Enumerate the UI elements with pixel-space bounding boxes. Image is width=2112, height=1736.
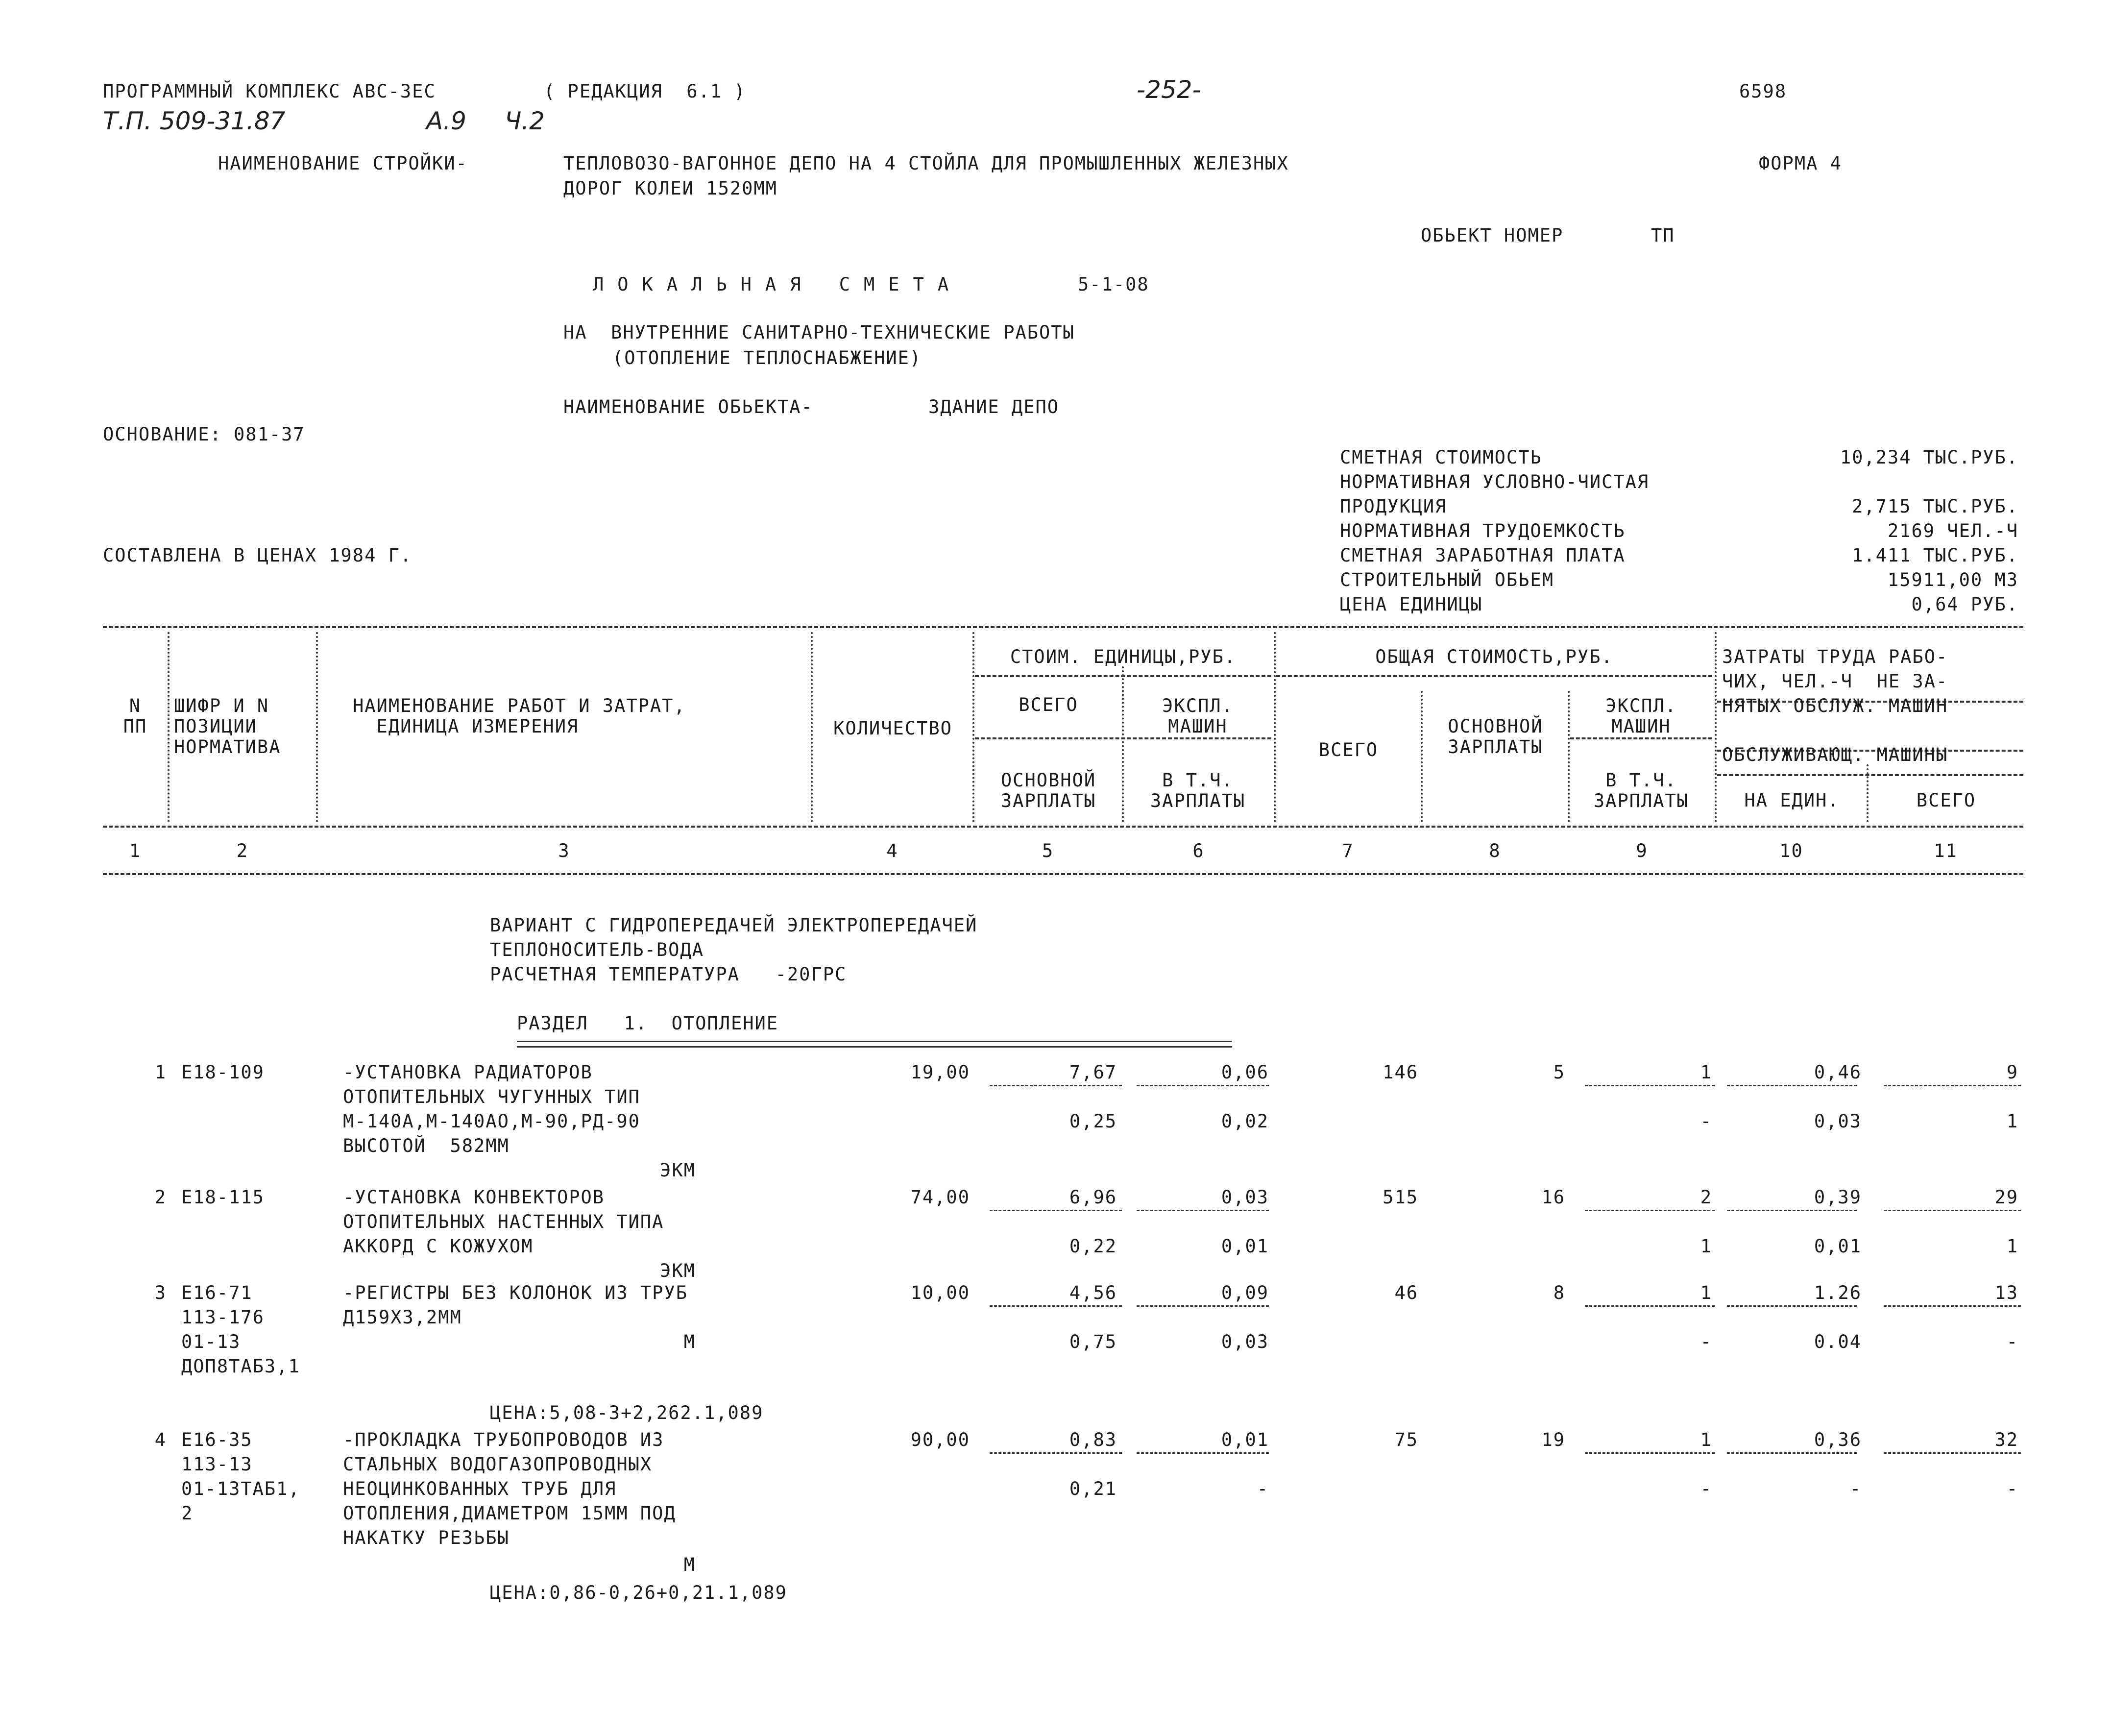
document-code: 6598 [1739, 81, 1787, 102]
col-sep [1568, 691, 1570, 822]
col-sep [1274, 632, 1276, 822]
column-number: 4 [886, 840, 898, 861]
row-name: -УСТАНОВКА РАДИАТОРОВ [343, 1062, 593, 1083]
cell-divider [990, 1210, 1122, 1211]
column-number: 6 [1192, 840, 1205, 861]
col-header-labor-line2: ЧИХ, ЧЕЛ.-Ч НЕ ЗА- [1722, 671, 1948, 692]
row-code: 113-176 [181, 1307, 265, 1328]
cell-divider [1137, 1305, 1269, 1307]
summary-value: 2169 ЧЕЛ.-Ч [1887, 520, 2018, 541]
row-total-machines: 1 [1700, 1282, 1712, 1303]
row-labor-total: 9 [2006, 1062, 2018, 1083]
row-maint-unit: - [1849, 1478, 1862, 1499]
row-code: Е18-109 [181, 1062, 265, 1083]
col-header-5-top: ВСЕГО [1019, 694, 1078, 715]
row-code: 2 [181, 1503, 194, 1524]
row-quantity: 74,00 [910, 1187, 970, 1208]
row-name: Д159Х3,2ММ [343, 1307, 462, 1328]
column-number: 7 [1342, 840, 1354, 861]
header-rule [1276, 675, 1712, 677]
row-code: 01-13ТАБ1, [181, 1478, 300, 1499]
row-maint-total: - [2006, 1331, 2018, 1352]
column-number: 9 [1636, 840, 1648, 861]
cell-divider [1884, 1085, 2021, 1086]
header-rule-bottom [103, 873, 2023, 875]
row-total-machine-wage: - [1700, 1111, 1712, 1132]
row-name: НАКАТКУ РЕЗЬБЫ [343, 1527, 510, 1548]
row-unit-machine-wage: 0,01 [1221, 1236, 1269, 1257]
summary-value: 2,715 ТЫС.РУБ. [1852, 496, 2018, 517]
summary-label: СТРОИТЕЛЬНЫЙ ОБЬЕМ [1340, 569, 1554, 590]
col-header-labor-line4: ОБСЛУЖИВАЮЩ. МАШИНЫ [1722, 744, 1948, 765]
col-header-name: НАИМЕНОВАНИЕ РАБОТ И ЗАТРАТ, ЕДИНИЦА ИЗМЕРЕНИЯ [353, 695, 686, 737]
variant-line3: РАСЧЕТНАЯ ТЕМПЕРАТУРА -20ГРС [490, 964, 847, 985]
col-sep [1122, 666, 1124, 822]
col-sep [811, 632, 813, 822]
row-name: М-140А,М-140АО,М-90,РД-90 [343, 1111, 640, 1132]
col-sep [168, 632, 170, 822]
row-code: 01-13 [181, 1331, 241, 1352]
row-total: 46 [1394, 1282, 1418, 1303]
row-quantity: 90,00 [910, 1429, 970, 1450]
handwritten-album: А.9 [426, 107, 466, 135]
row-labor-unit: 0,36 [1814, 1429, 1862, 1450]
summary-label: СМЕТНАЯ СТОИМОСТЬ [1340, 447, 1542, 468]
summary-label: ЦЕНА ЕДИНИЦЫ [1340, 594, 1483, 615]
cell-divider [1884, 1305, 2021, 1307]
row-total: 515 [1383, 1187, 1418, 1208]
row-total-machine-wage: - [1700, 1478, 1712, 1499]
row-total-wage: 8 [1553, 1282, 1565, 1303]
section-title: РАЗДЕЛ 1. ОТОПЛЕНИЕ [517, 1013, 779, 1034]
row-maint-unit: 0,03 [1814, 1111, 1862, 1132]
row-total-machines: 1 [1700, 1429, 1712, 1450]
column-number: 3 [558, 840, 570, 861]
cell-divider [1585, 1452, 1715, 1454]
row-unit-machines: 0,01 [1221, 1429, 1269, 1450]
row-labor-unit: 0,39 [1814, 1187, 1862, 1208]
col-header-total-cost: ОБЩАЯ СТОИМОСТЬ,РУБ. [1375, 646, 1613, 667]
col-sep [316, 632, 318, 822]
row-total-machines: 2 [1700, 1187, 1712, 1208]
row-unit-machines: 0,03 [1221, 1187, 1269, 1208]
row-total-machines: 1 [1700, 1062, 1712, 1083]
row-unit-machines: 0,09 [1221, 1282, 1269, 1303]
row-labor-total: 29 [1994, 1187, 2018, 1208]
row-total-wage: 16 [1541, 1187, 1565, 1208]
row-unit: М [683, 1554, 696, 1575]
col-header-7: ВСЕГО [1318, 739, 1379, 760]
header-rule [975, 737, 1271, 739]
construction-name-line1: ТЕПЛОВОЗО-ВАГОННОЕ ДЕПО НА 4 СТОЙЛА ДЛЯ ПРОМЫШЛЕННЫХ ЖЕЛЕЗНЫХ [563, 153, 1289, 174]
column-number: 1 [129, 840, 142, 861]
cell-divider [990, 1085, 1122, 1086]
row-unit: М [683, 1331, 696, 1352]
row-labor-unit: 0,46 [1814, 1062, 1862, 1083]
row-unit-machine-wage: - [1257, 1478, 1269, 1499]
row-total-wage: 19 [1541, 1429, 1565, 1450]
column-number: 10 [1779, 840, 1803, 861]
row-code: 113-13 [181, 1454, 253, 1475]
cell-divider [1585, 1305, 1715, 1307]
row-code: Е16-71 [181, 1282, 253, 1303]
row-total-machine-wage: - [1700, 1331, 1712, 1352]
row-unit-wage: 0,25 [1069, 1111, 1117, 1132]
row-unit-wage: 0,75 [1069, 1331, 1117, 1352]
col-header-labor-line3: НЯТЫХ ОБСЛУЖ. МАШИН [1722, 695, 1948, 716]
row-unit-machine-wage: 0,03 [1221, 1331, 1269, 1352]
row-unit-total: 7,67 [1069, 1062, 1117, 1083]
col-sep [1867, 764, 1869, 822]
row-labor-total: 32 [1994, 1429, 2018, 1450]
cell-divider [990, 1452, 1122, 1454]
cell-divider [1137, 1210, 1269, 1211]
col-header-code: ШИФР И N ПОЗИЦИИ НОРМАТИВА [174, 695, 281, 758]
summary-value: 15911,00 М3 [1887, 569, 2018, 590]
summary-label: СМЕТНАЯ ЗАРАБОТНАЯ ПЛАТА [1340, 545, 1626, 566]
col-sep [972, 632, 974, 822]
row-unit-total: 4,56 [1069, 1282, 1117, 1303]
row-total-wage: 5 [1553, 1062, 1565, 1083]
col-sep [1421, 691, 1423, 822]
handwritten-part: Ч.2 [505, 107, 545, 135]
row-code: ДОП8ТАБ3,1 [181, 1356, 300, 1377]
column-number: 8 [1489, 840, 1501, 861]
row-price-formula: ЦЕНА:0,86-0,26+0,21.1,089 [490, 1582, 787, 1603]
row-maint-total: - [2006, 1478, 2018, 1499]
price-level: СОСТАВЛЕНА В ЦЕНАХ 1984 Г. [103, 545, 413, 566]
row-unit-wage: 0,22 [1069, 1236, 1117, 1257]
cell-divider [1727, 1452, 1857, 1454]
row-maint-unit: 0,01 [1814, 1236, 1862, 1257]
summary-value: 0,64 РУБ. [1911, 594, 2018, 615]
row-name: АККОРД С КОЖУХОМ [343, 1236, 534, 1257]
row-price-formula: ЦЕНА:5,08-3+2,262.1,089 [490, 1402, 764, 1423]
cell-divider [1884, 1210, 2021, 1211]
summary-label: НОРМАТИВНАЯ ТРУДОЕМКОСТЬ [1340, 520, 1626, 541]
col-header-9-bottom: В Т.Ч. ЗАРПЛАТЫ [1593, 770, 1689, 811]
row-name: ОТОПЛЕНИЯ,ДИАМЕТРОМ 15ММ ПОД [343, 1503, 676, 1524]
row-unit: ЭКМ [660, 1260, 696, 1281]
row-labor-unit: 1.26 [1814, 1282, 1862, 1303]
row-maint-total: 1 [2006, 1236, 2018, 1257]
row-total: 146 [1383, 1062, 1418, 1083]
row-unit-total: 0,83 [1069, 1429, 1117, 1450]
row-code: Е16-35 [181, 1429, 253, 1450]
object-name: ЗДАНИЕ ДЕПО [928, 396, 1060, 417]
page-number: -252- [1137, 75, 1201, 104]
col-header-8: ОСНОВНОЙ ЗАРПЛАТЫ [1448, 716, 1543, 758]
col-header-5-bottom: ОСНОВНОЙ ЗАРПЛАТЫ [1000, 770, 1096, 811]
cell-divider [1884, 1452, 2021, 1454]
construction-label: НАИМЕНОВАНИЕ СТРОЙКИ- [218, 153, 468, 174]
row-unit-machines: 0,06 [1221, 1062, 1269, 1083]
form-number: ФОРМА 4 [1759, 153, 1842, 174]
header-rule-middle [103, 826, 2023, 828]
works-line1: НА ВНУТРЕННИЕ САНИТАРНО-ТЕХНИЧЕСКИЕ РАБОТЫ [563, 322, 1075, 343]
estimate-title: ЛОКАЛЬНАЯ СМЕТА [593, 274, 963, 295]
summary-value: 10,234 ТЫС.РУБ. [1840, 447, 2018, 468]
row-number: 1 [154, 1062, 167, 1083]
row-total: 75 [1394, 1429, 1418, 1450]
cell-divider [1727, 1085, 1857, 1086]
cell-divider [1727, 1305, 1857, 1307]
row-quantity: 10,00 [910, 1282, 970, 1303]
cell-divider [1137, 1452, 1269, 1454]
row-number: 4 [154, 1429, 167, 1450]
row-name: -УСТАНОВКА КОНВЕКТОРОВ [343, 1187, 605, 1208]
row-maint-total: 1 [2006, 1111, 2018, 1132]
handwritten-project-ref: Т.П. 509-31.87 [103, 107, 286, 135]
column-number: 2 [236, 840, 249, 861]
column-number: 5 [1042, 840, 1054, 861]
row-quantity: 19,00 [910, 1062, 970, 1083]
row-number: 2 [154, 1187, 167, 1208]
object-number: ТП [1651, 225, 1675, 246]
row-name: ВЫСОТОЙ 582ММ [343, 1135, 510, 1156]
summary-label: НОРМАТИВНАЯ УСЛОВНО-ЧИСТАЯ [1340, 471, 1650, 492]
col-header-9-top: ЭКСПЛ. МАШИН [1605, 695, 1677, 737]
col-sep [1715, 632, 1717, 822]
row-name: ОТОПИТЕЛЬНЫХ НАСТЕННЫХ ТИПА [343, 1211, 664, 1232]
row-total-machine-wage: 1 [1700, 1236, 1712, 1257]
variant-line1: ВАРИАНТ С ГИДРОПЕРЕДАЧЕЙ ЭЛЕКТРОПЕРЕДАЧЕЙ [490, 915, 978, 936]
cell-divider [1137, 1085, 1269, 1086]
header-rule-top [103, 626, 2023, 628]
row-number: 3 [154, 1282, 167, 1303]
header-rule [975, 675, 1271, 677]
row-name: -РЕГИСТРЫ БЕЗ КОЛОНОК ИЗ ТРУБ [343, 1282, 688, 1303]
object-number-label: ОБЬЕКТ НОМЕР [1421, 225, 1564, 246]
row-code: Е18-115 [181, 1187, 265, 1208]
col-header-10: НА ЕДИН. [1744, 790, 1840, 811]
col-header-unit-cost: СТОИМ. ЕДИНИЦЫ,РУБ. [1010, 646, 1237, 667]
row-maint-unit: 0.04 [1814, 1331, 1862, 1352]
col-header-labor-line1: ЗАТРАТЫ ТРУДА РАБО- [1722, 646, 1948, 667]
header-rule [1570, 737, 1712, 739]
works-line2: (ОТОПЛЕНИЕ ТЕПЛОСНАБЖЕНИЕ) [612, 347, 922, 368]
row-name: ОТОПИТЕЛЬНЫХ ЧУГУННЫХ ТИП [343, 1086, 640, 1107]
summary-value: 1.411 ТЫС.РУБ. [1852, 545, 2018, 566]
row-unit-machine-wage: 0,02 [1221, 1111, 1269, 1132]
row-unit-wage: 0,21 [1069, 1478, 1117, 1499]
summary-label: ПРОДУКЦИЯ [1340, 496, 1447, 517]
header-rule [1717, 774, 2023, 776]
cell-divider [990, 1305, 1122, 1307]
col-header-quantity: КОЛИЧЕСТВО [833, 718, 952, 739]
variant-line2: ТЕПЛОНОСИТЕЛЬ-ВОДА [490, 939, 704, 960]
col-header-11: ВСЕГО [1916, 790, 1976, 811]
section-underline [517, 1041, 1232, 1048]
col-header-n: N ПП [123, 695, 147, 737]
estimate-basis: ОСНОВАНИЕ: 081-37 [103, 424, 305, 445]
row-name: СТАЛЬНЫХ ВОДОГАЗОПРОВОДНЫХ [343, 1454, 653, 1475]
program-edition: ( РЕДАКЦИЯ 6.1 ) [544, 81, 746, 102]
row-name: НЕОЦИНКОВАННЫХ ТРУБ ДЛЯ [343, 1478, 617, 1499]
cell-divider [1585, 1210, 1715, 1211]
program-name: ПРОГРАММНЫЙ КОМПЛЕКС АВС-3ЕС [103, 81, 436, 102]
row-name: -ПРОКЛАДКА ТРУБОПРОВОДОВ ИЗ [343, 1429, 664, 1450]
construction-name-line2: ДОРОГ КОЛЕИ 1520ММ [563, 178, 777, 199]
col-header-6-top: ЭКСПЛ. МАШИН [1162, 695, 1234, 737]
cell-divider [1585, 1085, 1715, 1086]
estimate-number: 5-1-08 [1078, 274, 1149, 295]
row-labor-total: 13 [1994, 1282, 2018, 1303]
cell-divider [1727, 1210, 1857, 1211]
column-number: 11 [1934, 840, 1958, 861]
object-name-label: НАИМЕНОВАНИЕ ОБЬЕКТА- [563, 396, 813, 417]
row-unit-total: 6,96 [1069, 1187, 1117, 1208]
col-header-6-bottom: В Т.Ч. ЗАРПЛАТЫ [1150, 770, 1246, 811]
row-unit: ЭКМ [660, 1160, 696, 1181]
